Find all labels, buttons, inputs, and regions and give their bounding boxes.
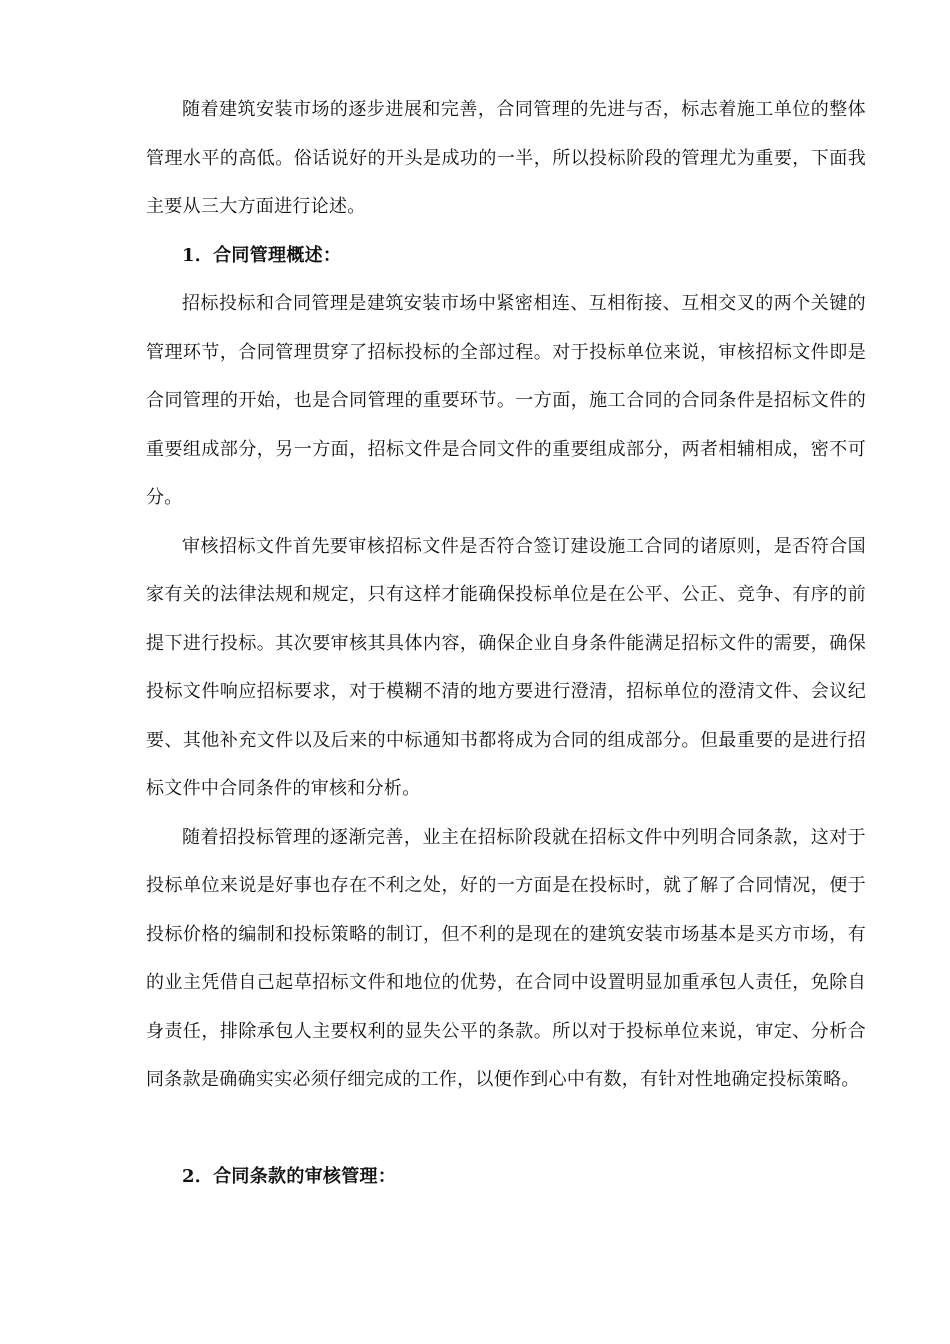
section-1-paragraph-2: 审核招标文件首先要审核招标文件是否符合签订建设施工合同的诸原则，是否符合国家有关的法律法规和规定，只有这样才能确保投标单位是在公平、公正、竞争、有序的前提下进行投标。其次要审核其具体内容，确保企业自身条件能满足招标文件的需要，确保投标文件响应招标要求，对于模糊不清的地方要进行澄清，招标单位的澄清文件、会议纪要、其他补充文件以及后来的中标通知书都将成为合同的组成部分。但最重要的是进行招标文件中合同条件的审核和分析。: [146, 535, 866, 799]
section-1-paragraph-3: 随着招投标管理的逐渐完善，业主在招标阶段就在招标文件中列明合同条款，这对于投标单位来说是好事也存在不利之处，好的一方面是在投标时，就了解了合同情况，便于投标价格的编制和投标策略的制订，但不利的是现在的建筑安装市场基本是买方市场，有的业主凭借自己起草招标文件和地位的优势，在合同中设置明显加重承包人责任，免除自身责任，排除承包人主要权利的显失公平的条款。所以对于投标单位来说，审定、分析合同条款是确确实实必须仔细完成的工作，以便作到心中有数，有针对性地确定投标策略。: [146, 826, 866, 1090]
intro-paragraph: 随着建筑安装市场的逐步进展和完善，合同管理的先进与否，标志着施工单位的整体管理水平的高低。俗话说好的开头是成功的一半，所以投标阶段的管理尤为重要，下面我主要从三大方面进行论述。: [146, 99, 866, 217]
document-page: [146, 86, 866, 1201]
section-1-paragraph-1: 招标投标和合同管理是建筑安装市场中紧密相连、互相衔接、互相交叉的两个关键的管理环节，合同管理贯穿了招标投标的全部过程。对于投标单位来说，审核招标文件即是合同管理的开始，也是合同管理的重要环节。一方面，施工合同的合同条件是招标文件的重要组成部分，另一方面，招标文件是合同文件的重要组成部分，两者相辅相成，密不可分。: [146, 293, 866, 508]
section-1-heading: 1．合同管理概述：: [182, 244, 342, 266]
section-spacer: [146, 1105, 866, 1153]
section-2-heading: 2．合同条款的审核管理：: [182, 1165, 397, 1187]
